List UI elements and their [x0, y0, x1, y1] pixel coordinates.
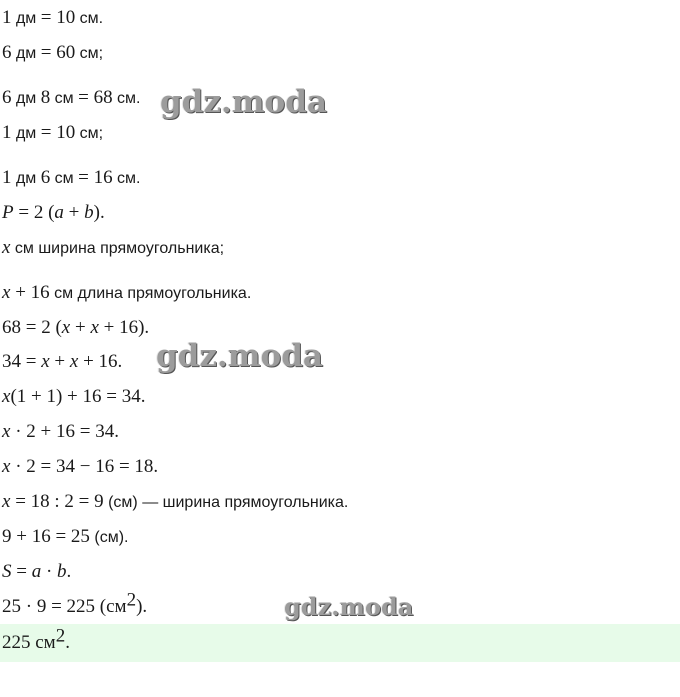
line-8: x + 16 см длина прямоугольника.: [2, 282, 252, 303]
line-14: x = 18 : 2 = 9 (см) — ширина прямоугольника.: [2, 491, 349, 512]
line-12: x · 2 + 16 = 34.: [2, 421, 119, 442]
line-7: x см ширина прямоугольника;: [2, 237, 225, 258]
line-2: 6 дм = 60 см;: [2, 42, 104, 63]
answer-line: 225 $см^2$.: [2, 625, 70, 653]
watermark-1: gdz.moda: [160, 84, 327, 120]
line-5: 1 дм 6 см = 16 см.: [2, 167, 141, 188]
line-15: 9 + 16 = 25 (см).: [2, 526, 129, 547]
line-13: x · 2 = 34 − 16 = 18.: [2, 456, 159, 477]
line-9: 68 = 2 (x + x + 16).: [2, 317, 150, 338]
answer-box: [0, 624, 680, 662]
line-17: 25 · 9 = 225 $(см^2)$.: [2, 589, 148, 617]
line-1: 1 дм = 10 см.: [2, 7, 104, 28]
line-16: S = a · b.: [2, 561, 72, 582]
line-6: P = 2 (a + b).: [2, 202, 105, 223]
line-11: x(1 + 1) + 16 = 34.: [2, 386, 146, 407]
watermark-2: gdz.moda: [156, 338, 323, 374]
line-4: 1 дм = 10 см;: [2, 122, 104, 143]
line-3: 6 дм 8 см = 68 см.: [2, 87, 141, 108]
line-10: 34 = x + x + 16.: [2, 351, 123, 372]
watermark-3: gdz.moda: [284, 592, 414, 621]
